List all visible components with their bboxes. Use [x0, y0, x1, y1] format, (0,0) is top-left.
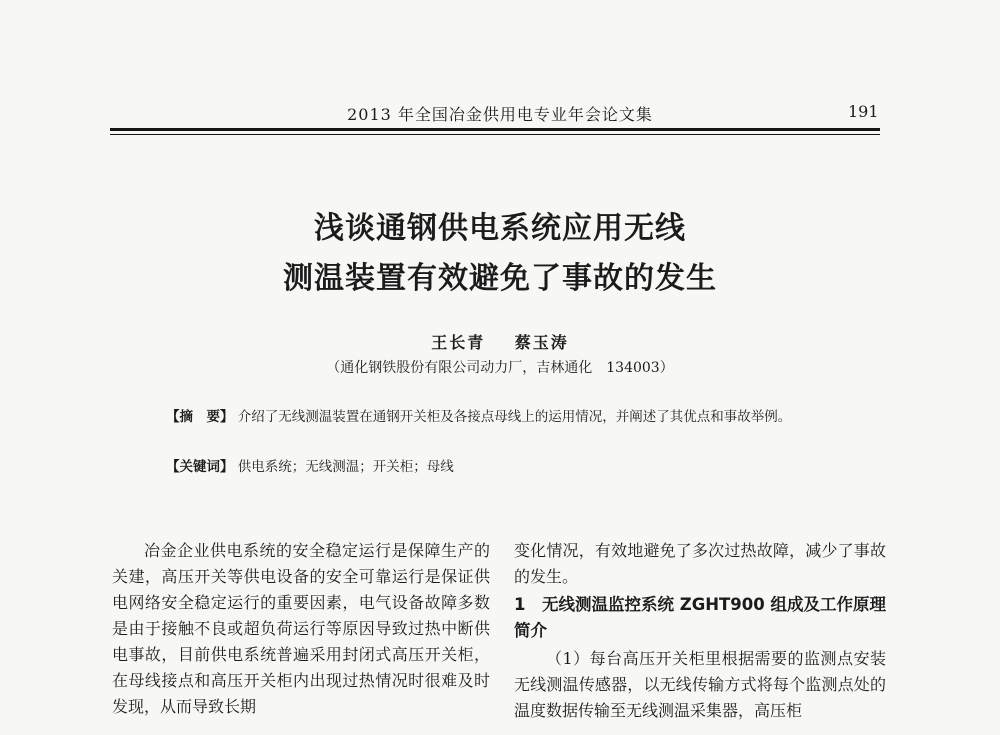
- keywords: [166, 455, 846, 479]
- abstract: [166, 405, 846, 429]
- authors: [0, 330, 1000, 353]
- running-header-title: 2013 年全国冶金供用电专业年会论文集: [347, 105, 653, 124]
- body-paragraph-right-1: 变化情况，有效地避免了多次过热故障，减少了事故的发生。: [514, 541, 886, 586]
- right-column: [514, 538, 886, 724]
- keywords-text: 供电系统；无线测温；开关柜；母线: [237, 459, 454, 475]
- abstract-label: 【摘 要】: [166, 409, 234, 425]
- page-number: 191: [848, 102, 879, 121]
- body-paragraph-right-2: （1）每台高压开关柜里根据需要的监测点安装无线测温传感器，以无线传输方式将每个监测点处的温度数据传输至无线测温采集器，高压柜: [514, 649, 886, 720]
- header-rule-thick: [110, 128, 880, 131]
- left-column: [112, 538, 490, 720]
- author-2: 蔡玉涛: [514, 333, 569, 352]
- abstract-text: 介绍了无线测温装置在通钢开关柜及各接点母线上的运用情况，并阐述了其优点和事故举例。: [237, 409, 792, 425]
- article-title-line-1: 浅谈通钢供电系统应用无线: [314, 211, 686, 246]
- article-title-line-2: 测温装置有效避免了事故的发生: [283, 261, 717, 296]
- body-paragraph-left: 冶金企业供电系统的安全稳定运行是保障生产的关建，高压开关等供电设备的安全可靠运行是保证供电网络安全稳定运行的重要因素，电气设备故障多数是由于接触不良或超负荷运行等原因导致过热中断供电事故，目前供电系统普遍采用封闭式高压开关柜，在母线接点和高压开关柜内出现过热情况时很难及时发现，从而导致长期: [112, 541, 490, 716]
- section-1-heading: 1 无线测温监控系统 ZGHT900 组成及工作原理简介: [514, 595, 886, 640]
- header-rule-thin: [110, 134, 880, 135]
- keywords-label: 【关键词】: [166, 459, 234, 475]
- author-1: 王长青: [431, 333, 486, 352]
- affiliation: （通化钢铁股份有限公司动力厂，吉林通化 134003）: [326, 360, 674, 376]
